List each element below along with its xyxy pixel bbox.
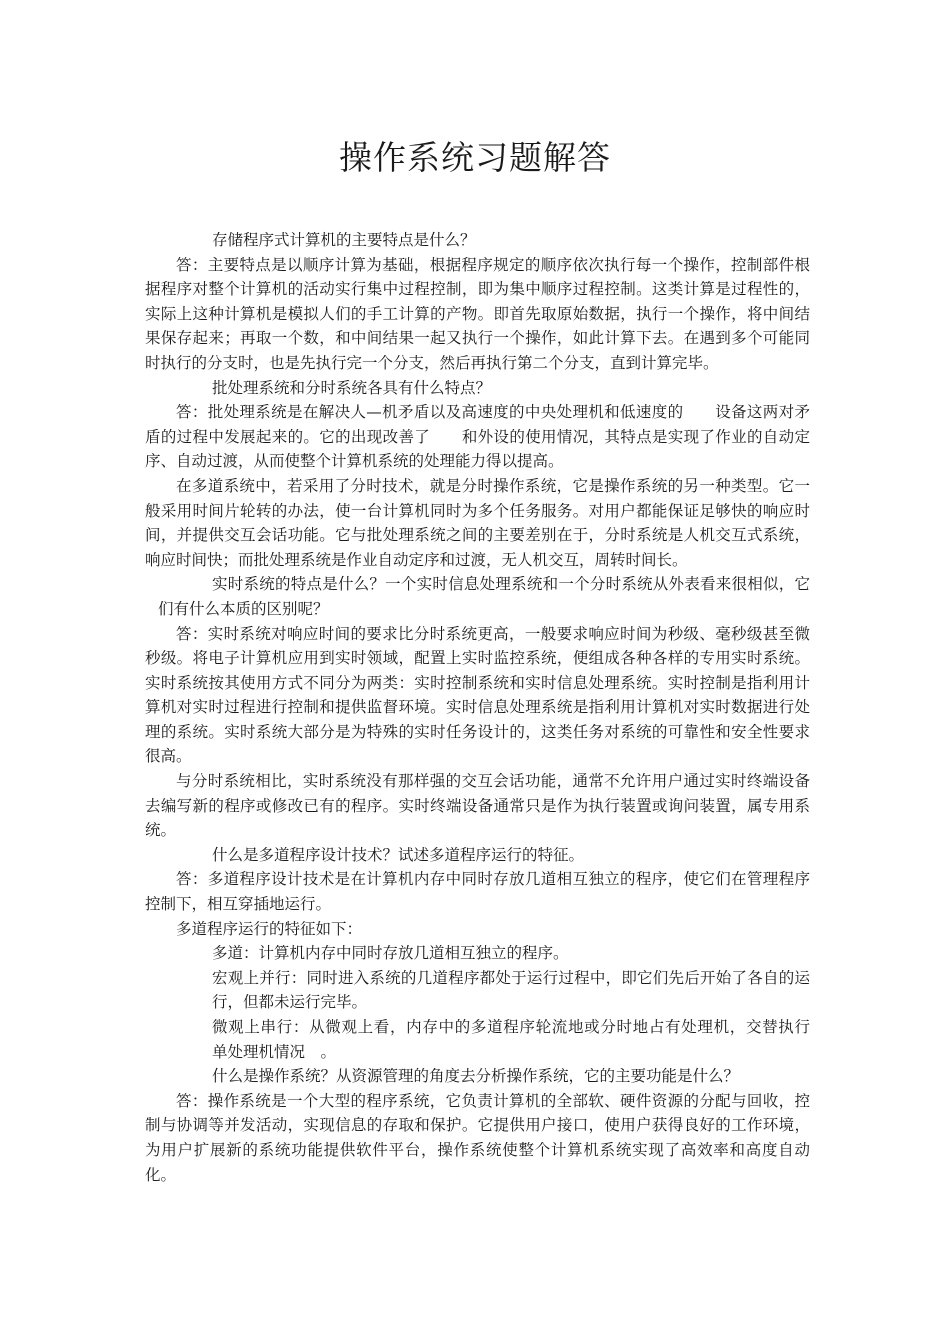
document-body bbox=[145, 228, 826, 1187]
answer-paragraph: 与分时系统相比，实时系统没有那样强的交互会话功能，通常不允许用户通过实时终端设备去编写新的程序或修改已有的程序。实时终端设备通常只是作为执行装置或询问装置，属专用系统。 bbox=[145, 772, 810, 840]
question-paragraph: 实时系统的特点是什么？一个实时信息处理系统和一个分时系统从外表看来很相似，它们有什么本质的区别呢？ bbox=[158, 575, 810, 618]
answer-paragraph: 答：多道程序设计技术是在计算机内存中同时存放几道相互独立的程序，使它们在管理程序控制下，相互穿插地运行。 bbox=[145, 870, 810, 914]
question-paragraph: 什么是操作系统？从资源管理的角度去分析操作系统，它的主要功能是什么？ bbox=[212, 1067, 740, 1086]
answer-paragraph: 答：实时系统对响应时间的要求比分时系统更高，一般要求响应时间为秒级、毫秒级甚至微秒级。将电子计算机应用到实时领域，配置上实时监控系统，便组成各种各样的专用实时系统。实时系统按其使用方式不同分为两类：实时控制系统和实时信息处理系统。实时控制是指利用计算机对实时过程进行控制和提供监督环境。实时信息处理系统是指利用计算机对实时数据进行处理的系统。实时系统大部分是为特殊的实时任务设计的，这类任务对系统的可靠性和安全性要求很高。 bbox=[145, 624, 810, 766]
question-paragraph: 批处理系统和分时系统各具有什么特点？ bbox=[212, 378, 492, 397]
answer-paragraph: 答：主要特点是以顺序计算为基础，根据程序规定的顺序依次执行每一个操作，控制部件根据程序对整个计算机的活动实行集中过程控制，即为集中顺序过程控制。这类计算是过程性的，实际上这种计算机是模拟人们的手工计算的产物。即首先取原始数据，执行一个操作，将中间结果保存起来；再取一个数，和中间结果一起又执行一个操作，如此计算下去。在遇到多个可能同时执行的分支时，也是先执行完一个分支，然后再执行第二个分支，直到计算完毕。 bbox=[145, 255, 810, 372]
feature-item: 微观上串行：从微观上看，内存中的多道程序轮流地或分时地占有处理机，交替执行 单处理机情况 。 bbox=[212, 1018, 826, 1061]
answer-paragraph: 答：操作系统是一个大型的程序系统，它负责计算机的全部软、硬件资源的分配与回收，控制与协调等并发活动，实现信息的存取和保护。它提供用户接口，使用户获得良好的工作环境，为用户扩展新的系统功能提供软件平台，操作系统使整个计算机系统实现了高效率和高度自动化。 bbox=[145, 1091, 810, 1184]
answer-paragraph: 答：批处理系统是在解决人—机矛盾以及高速度的中央处理机和低速度的 设备这两对矛盾的过程中发展起来的。它的出现改善了 和外设的使用情况，其特点是实现了作业的自动定序、自动过渡，从而使整个计算机系统的处理能力得以提高。 bbox=[145, 403, 810, 471]
answer-paragraph: 在多道系统中，若采用了分时技术，就是分时操作系统，它是操作系统的另一种类型。它一般采用时间片轮转的办法，使一台计算机同时为多个任务服务。对用户都能保证足够快的响应时间，并提供交互会话功能。它与批处理系统之间的主要差别在于，分时系统是人机交互式系统，响应时间快；而批处理系统是作业自动定序和过渡，无人机交互，周转时间长。 bbox=[145, 476, 810, 569]
document-title: 操作系统习题解答 bbox=[339, 138, 611, 177]
feature-item: 宏观上并行：同时进入系统的几道程序都处于运行过程中，即它们先后开始了各自的运行，但都未运行完毕。 bbox=[212, 968, 810, 1012]
question-paragraph: 什么是多道程序设计技术？试述多道程序运行的特征。 bbox=[212, 845, 585, 864]
question-paragraph: 存储程序式计算机的主要特点是什么？ bbox=[212, 231, 476, 249]
answer-paragraph: 多道程序运行的特征如下： bbox=[176, 919, 363, 938]
feature-item: 多道：计算机内存中同时存放几道相互独立的程序。 bbox=[212, 944, 569, 963]
